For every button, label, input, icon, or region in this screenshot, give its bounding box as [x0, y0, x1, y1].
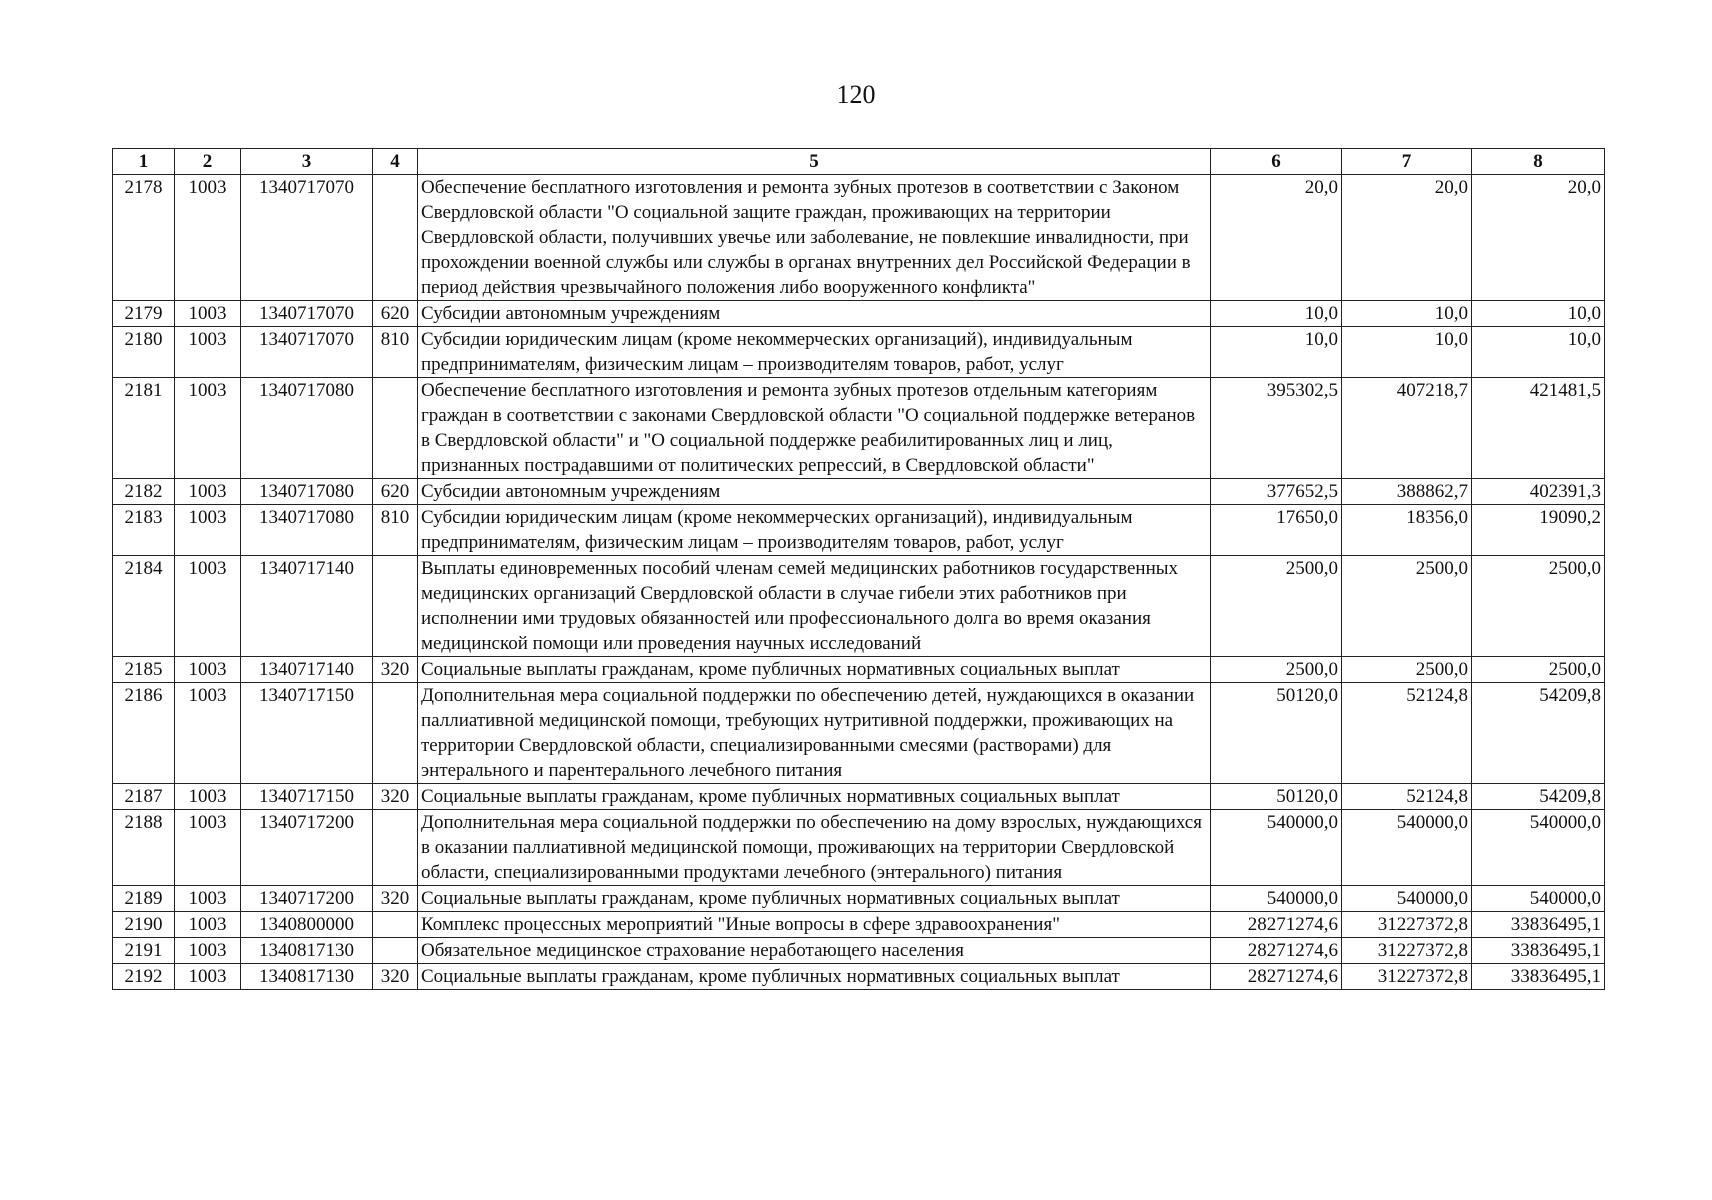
amount-col6-cell: 20,0: [1211, 175, 1342, 301]
expense-kind-cell: 620: [373, 301, 418, 327]
amount-col8-cell: 33836495,1: [1472, 938, 1605, 964]
amount-col8-cell: 10,0: [1472, 301, 1605, 327]
table-row: [113, 938, 1605, 964]
amount-col8-cell: 2500,0: [1472, 556, 1605, 657]
target-article-cell: 1340717150: [241, 784, 373, 810]
description-cell: Обеспечение бесплатного изготовления и ремонта зубных протезов в соответствии с Законом Свердловской области "О социальной защите граждан, проживающих на территории Свердловской области, получивших увечье или заболевание, не повлекшие инвалидности, при прохождении военной службы или службы в органах внутренних дел Российской Федерации в период действия чрезвычайного положения либо вооруженного конфликта": [418, 175, 1211, 301]
column-header: 8: [1472, 149, 1605, 175]
amount-col6-cell: 395302,5: [1211, 378, 1342, 479]
section-code-cell: 1003: [175, 301, 241, 327]
header-row: [113, 149, 1605, 175]
amount-col8-cell: 402391,3: [1472, 479, 1605, 505]
expense-kind-cell: [373, 378, 418, 479]
column-header: 4: [373, 149, 418, 175]
row-number-cell: 2178: [113, 175, 175, 301]
section-code-cell: 1003: [175, 964, 241, 990]
column-header: 1: [113, 149, 175, 175]
amount-col7-cell: 31227372,8: [1342, 912, 1472, 938]
row-number-cell: 2179: [113, 301, 175, 327]
column-header: 2: [175, 149, 241, 175]
description-cell: Субсидии автономным учреждениям: [418, 301, 1211, 327]
amount-col6-cell: 2500,0: [1211, 657, 1342, 683]
row-number-cell: 2184: [113, 556, 175, 657]
description-cell: Выплаты единовременных пособий членам семей медицинских работников государственных медицинских организаций Свердловской области в случае гибели этих работников при исполнении ими трудовых обязанностей или профессионального долга во время оказания медицинской помощи или проведения научных исследований: [418, 556, 1211, 657]
description-cell: Дополнительная мера социальной поддержки по обеспечению детей, нуждающихся в оказании паллиативной медицинской помощи, требующих нутритивной поддержки, проживающих на территории Свердловской области, специализированными смесями (растворами) для энтерального и парентерального лечебного питания: [418, 683, 1211, 784]
table-row: [113, 301, 1605, 327]
target-article-cell: 1340717200: [241, 886, 373, 912]
table-row: [113, 964, 1605, 990]
column-header: 5: [418, 149, 1211, 175]
column-header: 6: [1211, 149, 1342, 175]
table-row: [113, 327, 1605, 378]
amount-col7-cell: 18356,0: [1342, 505, 1472, 556]
amount-col8-cell: 421481,5: [1472, 378, 1605, 479]
amount-col8-cell: 540000,0: [1472, 886, 1605, 912]
table-row: [113, 378, 1605, 479]
row-number-cell: 2189: [113, 886, 175, 912]
section-code-cell: 1003: [175, 886, 241, 912]
row-number-cell: 2192: [113, 964, 175, 990]
section-code-cell: 1003: [175, 556, 241, 657]
column-header: 7: [1342, 149, 1472, 175]
amount-col8-cell: 19090,2: [1472, 505, 1605, 556]
amount-col6-cell: 10,0: [1211, 301, 1342, 327]
description-cell: Комплекс процессных мероприятий "Иные вопросы в сфере здравоохранения": [418, 912, 1211, 938]
target-article-cell: 1340717140: [241, 657, 373, 683]
description-cell: Социальные выплаты гражданам, кроме публичных нормативных социальных выплат: [418, 886, 1211, 912]
amount-col8-cell: 33836495,1: [1472, 912, 1605, 938]
expense-kind-cell: 320: [373, 886, 418, 912]
expense-kind-cell: 620: [373, 479, 418, 505]
description-cell: Субсидии юридическим лицам (кроме некоммерческих организаций), индивидуальным предпринимателям, физическим лицам – производителям товаров, работ, услуг: [418, 327, 1211, 378]
section-code-cell: 1003: [175, 784, 241, 810]
description-cell: Субсидии юридическим лицам (кроме некоммерческих организаций), индивидуальным предпринимателям, физическим лицам – производителям товаров, работ, услуг: [418, 505, 1211, 556]
amount-col7-cell: 52124,8: [1342, 784, 1472, 810]
target-article-cell: 1340717140: [241, 556, 373, 657]
expense-kind-cell: [373, 912, 418, 938]
section-code-cell: 1003: [175, 505, 241, 556]
row-number-cell: 2181: [113, 378, 175, 479]
amount-col8-cell: 54209,8: [1472, 784, 1605, 810]
row-number-cell: 2187: [113, 784, 175, 810]
table-row: [113, 505, 1605, 556]
amount-col6-cell: 28271274,6: [1211, 938, 1342, 964]
description-cell: Обеспечение бесплатного изготовления и ремонта зубных протезов отдельным категориям граждан в соответствии с законами Свердловской области "О социальной поддержке ветеранов в Свердловской области" и "О социальной поддержке реабилитированных лиц и лиц, признанных пострадавшими от политических репрессий, в Свердловской области": [418, 378, 1211, 479]
target-article-cell: 1340717080: [241, 378, 373, 479]
target-article-cell: 1340817130: [241, 964, 373, 990]
section-code-cell: 1003: [175, 479, 241, 505]
section-code-cell: 1003: [175, 938, 241, 964]
amount-col6-cell: 28271274,6: [1211, 964, 1342, 990]
section-code-cell: 1003: [175, 810, 241, 886]
amount-col6-cell: 540000,0: [1211, 810, 1342, 886]
row-number-cell: 2180: [113, 327, 175, 378]
table-row: [113, 886, 1605, 912]
amount-col8-cell: 54209,8: [1472, 683, 1605, 784]
amount-col8-cell: 540000,0: [1472, 810, 1605, 886]
row-number-cell: 2191: [113, 938, 175, 964]
expense-kind-cell: 810: [373, 505, 418, 556]
section-code-cell: 1003: [175, 175, 241, 301]
target-article-cell: 1340717080: [241, 479, 373, 505]
amount-col6-cell: 2500,0: [1211, 556, 1342, 657]
description-cell: Социальные выплаты гражданам, кроме публичных нормативных социальных выплат: [418, 964, 1211, 990]
amount-col8-cell: 10,0: [1472, 327, 1605, 378]
amount-col7-cell: 10,0: [1342, 327, 1472, 378]
expense-kind-cell: [373, 175, 418, 301]
expense-kind-cell: [373, 556, 418, 657]
table-body: [113, 175, 1605, 990]
amount-col7-cell: 388862,7: [1342, 479, 1472, 505]
page-number: 120: [836, 80, 876, 109]
target-article-cell: 1340817130: [241, 938, 373, 964]
amount-col6-cell: 10,0: [1211, 327, 1342, 378]
section-code-cell: 1003: [175, 683, 241, 784]
target-article-cell: 1340717070: [241, 301, 373, 327]
amount-col6-cell: 540000,0: [1211, 886, 1342, 912]
table-row: [113, 784, 1605, 810]
expense-kind-cell: [373, 683, 418, 784]
row-number-cell: 2186: [113, 683, 175, 784]
amount-col8-cell: 33836495,1: [1472, 964, 1605, 990]
target-article-cell: 1340717070: [241, 327, 373, 378]
row-number-cell: 2183: [113, 505, 175, 556]
section-code-cell: 1003: [175, 657, 241, 683]
expense-kind-cell: [373, 938, 418, 964]
description-cell: Дополнительная мера социальной поддержки по обеспечению на дому взрослых, нуждающихся в оказании паллиативной медицинской помощи, проживающих на территории Свердловской области, специализированными продуктами лечебного (энтерального) питания: [418, 810, 1211, 886]
amount-col6-cell: 377652,5: [1211, 479, 1342, 505]
amount-col8-cell: 20,0: [1472, 175, 1605, 301]
target-article-cell: 1340717200: [241, 810, 373, 886]
target-article-cell: 1340717150: [241, 683, 373, 784]
description-cell: Субсидии автономным учреждениям: [418, 479, 1211, 505]
section-code-cell: 1003: [175, 912, 241, 938]
table-row: [113, 556, 1605, 657]
table-row: [113, 810, 1605, 886]
expense-kind-cell: 320: [373, 964, 418, 990]
amount-col7-cell: 31227372,8: [1342, 938, 1472, 964]
expense-kind-cell: [373, 810, 418, 886]
expense-kind-cell: 320: [373, 784, 418, 810]
description-cell: Социальные выплаты гражданам, кроме публичных нормативных социальных выплат: [418, 784, 1211, 810]
row-number-cell: 2190: [113, 912, 175, 938]
expense-kind-cell: 810: [373, 327, 418, 378]
row-number-cell: 2185: [113, 657, 175, 683]
amount-col7-cell: 20,0: [1342, 175, 1472, 301]
target-article-cell: 1340800000: [241, 912, 373, 938]
amount-col8-cell: 2500,0: [1472, 657, 1605, 683]
section-code-cell: 1003: [175, 378, 241, 479]
table-row: [113, 657, 1605, 683]
budget-table: [112, 148, 1605, 990]
amount-col6-cell: 50120,0: [1211, 784, 1342, 810]
amount-col6-cell: 50120,0: [1211, 683, 1342, 784]
table-row: [113, 912, 1605, 938]
table-row: [113, 175, 1605, 301]
section-code-cell: 1003: [175, 327, 241, 378]
row-number-cell: 2188: [113, 810, 175, 886]
amount-col7-cell: 2500,0: [1342, 556, 1472, 657]
target-article-cell: 1340717080: [241, 505, 373, 556]
amount-col7-cell: 407218,7: [1342, 378, 1472, 479]
target-article-cell: 1340717070: [241, 175, 373, 301]
description-cell: Социальные выплаты гражданам, кроме публичных нормативных социальных выплат: [418, 657, 1211, 683]
table-row: [113, 479, 1605, 505]
amount-col7-cell: 10,0: [1342, 301, 1472, 327]
amount-col7-cell: 2500,0: [1342, 657, 1472, 683]
amount-col7-cell: 540000,0: [1342, 886, 1472, 912]
amount-col6-cell: 17650,0: [1211, 505, 1342, 556]
amount-col7-cell: 52124,8: [1342, 683, 1472, 784]
row-number-cell: 2182: [113, 479, 175, 505]
amount-col7-cell: 31227372,8: [1342, 964, 1472, 990]
description-cell: Обязательное медицинское страхование неработающего населения: [418, 938, 1211, 964]
amount-col7-cell: 540000,0: [1342, 810, 1472, 886]
expense-kind-cell: 320: [373, 657, 418, 683]
column-header: 3: [241, 149, 373, 175]
table-row: [113, 683, 1605, 784]
amount-col6-cell: 28271274,6: [1211, 912, 1342, 938]
